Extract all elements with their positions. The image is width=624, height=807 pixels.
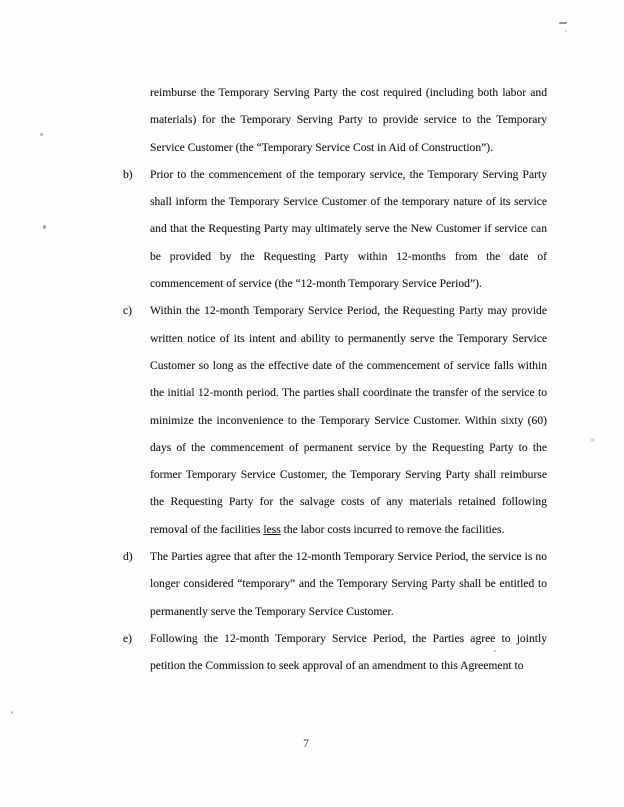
item-text-c-before: Within the 12-month Temporary Service Period, the Requesting Party may provide written notice of its intent and ability to permanently serve the Temporary Service Customer so long as the effective date of the commencement of service falls within the initial 12-month period. The parties shall coordinate the transfer of the service to minimize the inconvenience to the Temporary Service Customer. Within sixty (60) days of the commencement of permanent service by the Requesting Party to the former Temporary Service Customer, the Temporary Serving Party shall reimburse the Requesting Party for the salvage costs of any materials retained following removal of the facilities [150, 304, 547, 536]
list-item-c [123, 297, 547, 543]
scan-artifact [559, 22, 567, 24]
item-text-d [150, 543, 547, 625]
item-text-b [150, 161, 547, 297]
item-text-c-after: the labor costs incurred to remove the facilities. [280, 522, 505, 536]
item-label-d: d) [123, 550, 133, 564]
item-text-d-content: The Parties agree that after the 12-month Temporary Service Period, the service is no longer considered “temporary” and the Temporary Serving Party shall be entitled to permanently serve the Temporary Service Customer. [150, 550, 547, 618]
paragraph-a-continuation [150, 79, 547, 161]
scan-artifact [565, 30, 567, 32]
scan-artifact [43, 225, 46, 229]
item-text-e-content: Following the 12-month Temporary Service Period, the Parties agree to jointly petition the Commission to seek approval of an amendment to this Agreement to [150, 631, 547, 673]
item-text-c-underlined-word: less [263, 522, 281, 536]
page-number: 7 [303, 737, 309, 750]
item-label-c: c) [123, 304, 133, 318]
item-label-b: b) [123, 167, 133, 181]
list-item-d [123, 543, 547, 625]
document-body [123, 79, 547, 680]
scan-artifact [590, 438, 595, 442]
item-text-b-content: Prior to the commencement of the temporary service, the Temporary Serving Party shall inform the Temporary Service Customer of the temporary nature of its service and that the Requesting Party may ultimately serve the New Customer if service can be provided by the Requesting Party within 12-months from the date of commencement of service (the “12-month Temporary Service Period”). [150, 167, 547, 291]
list-item-b [123, 161, 547, 297]
item-text-e [150, 625, 547, 680]
scan-artifact [11, 711, 13, 714]
paragraph-a-continuation-text: reimburse the Temporary Serving Party the cost required (including both labor and materials) for the Temporary Serving Party to provide service to the Temporary Service Customer (the “Temporary Service Cost in Aid of Construction”). [150, 86, 547, 154]
item-text-c [150, 297, 547, 543]
list-item-e [123, 625, 547, 680]
item-label-e: e) [123, 631, 133, 645]
scan-artifact [40, 133, 43, 136]
